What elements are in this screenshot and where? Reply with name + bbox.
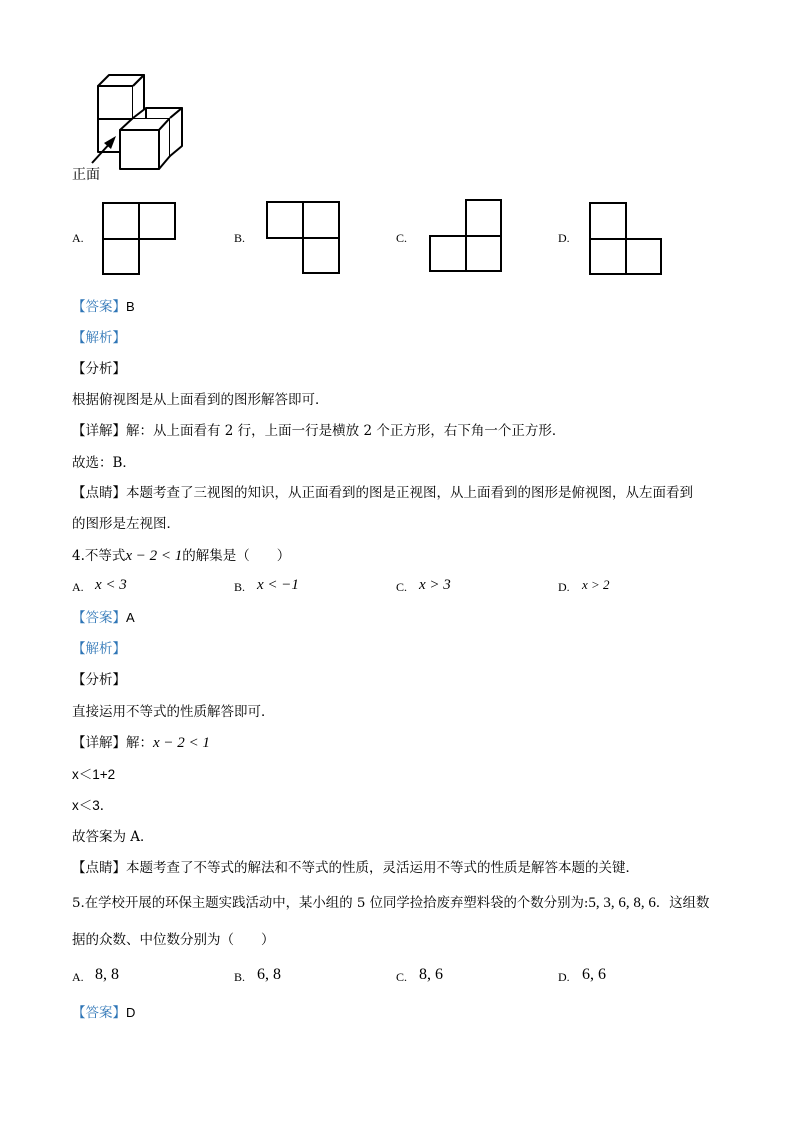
q3-option-a-shape (102, 201, 182, 281)
q3-option-c-shape (428, 198, 508, 278)
q5-option-c-label: C. (396, 970, 408, 984)
q4-option-b-math: x < −1 (257, 577, 299, 593)
q3-option-b-shape (266, 201, 346, 281)
q3-answer: B (126, 299, 135, 314)
q3-answer-line (72, 298, 135, 316)
q5-stem-suffix: ．这组数 (655, 896, 710, 911)
q5-option-d-math: 6, 6 (582, 966, 606, 983)
q4-option-d-math: x > 2 (582, 577, 610, 592)
q3-option-a-label: A. (72, 231, 84, 245)
q4-step-2: x＜3． (72, 798, 114, 813)
q4-option-b-label: B. (234, 580, 246, 594)
q4-stem-math: x − 2 < 1 (125, 548, 183, 564)
q5-stem-math: 5, 3, 6, 8, 6 (588, 895, 656, 911)
q5-option-d-label: D. (558, 970, 570, 984)
q4-option-d-label: D. (558, 580, 570, 594)
front-view-label: 正面 (72, 167, 100, 183)
q4-dianjing-line (72, 859, 639, 877)
q3-dianjing-text-2: 的图形是左视图． (72, 516, 180, 532)
q4-dianjing-tag: 【点睛】 (72, 860, 126, 876)
q3-option-c-label: C. (396, 231, 408, 245)
q5-option-a-math: 8, 8 (95, 966, 119, 983)
q4-option-a-math: x < 3 (95, 577, 127, 593)
q4-fenxi-tag: 【分析】 (72, 672, 126, 688)
q5-answer-line (72, 1004, 135, 1022)
q3-dianjing-line-1 (72, 484, 693, 502)
q3-dianjing-tag: 【点睛】 (72, 485, 126, 501)
q4-step-1: x＜1+2 (72, 767, 116, 782)
q3-xiangjie-tag: 【详解】 (72, 423, 126, 439)
q5-answer-tag: 【答案】 (72, 1005, 126, 1021)
q4-option-a-label: A. (72, 580, 84, 594)
q4-xiangjie-math: x − 2 < 1 (153, 735, 210, 751)
q4-option-c-label: C. (396, 580, 408, 594)
q3-xiangjie-line (72, 422, 565, 440)
q3-fenxi-text: 根据俯视图是从上面看到的图形解答即可． (72, 392, 329, 408)
q3-option-b-label: B. (234, 231, 246, 245)
q4-conclusion: 故答案为 A． (72, 829, 154, 845)
q5-option-b-math: 6, 8 (257, 966, 281, 983)
q4-answer: A (126, 610, 135, 625)
q4-fenxi-text: 直接运用不等式的性质解答即可． (72, 704, 275, 720)
q5-option-c-math: 8, 6 (419, 966, 443, 983)
q5-stem-line-1 (72, 894, 709, 913)
q5-option-a-label: A. (72, 970, 84, 984)
q3-option-d-label: D. (558, 231, 570, 245)
q4-jiexi-tag: 【解析】 (72, 641, 126, 657)
q4-stem-suffix: 的解集是（ ） (182, 548, 291, 564)
q5-answer: D (126, 1005, 136, 1020)
q3-jiexi-tag: 【解析】 (72, 330, 126, 346)
q4-xiangjie-tag: 【详解】 (72, 735, 126, 751)
q4-stem-prefix: 4.不等式 (72, 548, 126, 564)
q4-answer-line (72, 609, 135, 627)
q5-stem-line-2: 据的众数、中位数分别为（ ） (72, 932, 275, 948)
q4-option-c-math: x > 3 (419, 577, 451, 593)
q3-guxuan: 故选：B． (72, 455, 136, 471)
q4-dianjing-text: 本题考查了不等式的解法和不等式的性质，灵活运用不等式的性质是解答本题的关键． (126, 860, 639, 876)
q3-fenxi-tag: 【分析】 (72, 361, 126, 377)
q3-answer-tag: 【答案】 (72, 299, 126, 315)
q4-xiangjie-line (72, 734, 210, 752)
q5-stem-prefix: 5.在学校开展的环保主题实践活动中，某小组的 5 位同学捡拾废弃塑料袋的个数分别为: (72, 896, 589, 911)
q3-dianjing-text-1: 本题考查了三视图的知识，从正面看到的图是正视图，从上面看到的图形是俯视图，从左面看到 (126, 485, 693, 501)
q5-option-b-label: B. (234, 970, 246, 984)
q4-xiangjie-prefix: 解： (126, 735, 153, 751)
q3-option-d-shape (588, 202, 668, 282)
q4-stem (72, 547, 290, 565)
q3-xiangjie-text: 解：从上面看有 2 行，上面一行是横放 2 个正方形，右下角一个正方形． (126, 423, 566, 439)
q4-answer-tag: 【答案】 (72, 610, 126, 626)
